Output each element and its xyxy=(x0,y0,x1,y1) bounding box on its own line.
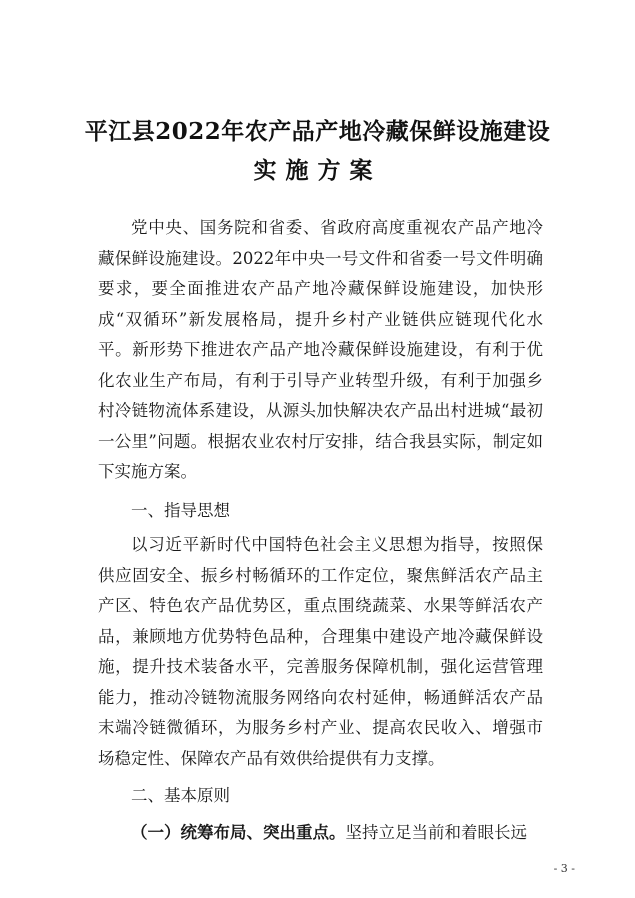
section-1-heading: 一、指导思想 xyxy=(131,501,230,520)
intro-paragraph: 党中央、国务院和省委、省政府高度重视农产品产地冷藏保鲜设施建设。2022年中央一号文件和省委一号文件明确要求，要全面推进农产品产地冷藏保鲜设施建设，加快形成“双循环”新发展格局，提升乡村产业链供应链现代化水平。新形势下推进农产品产地冷藏保鲜设施建设，有利于优化农业生产布局，有利于引导产业转型升级，有利于加强乡村冷链物流体系建设，从源头加快解决农产品出村进城“最初一公里”问题。根据农业农村厅安排，结合我县实际，制定如下实施方案。 xyxy=(98,218,543,481)
subsection-1-text: 坚持立足当前和着眼长远 xyxy=(345,823,527,842)
page-number: - 3 - xyxy=(553,862,575,875)
section-1-paragraph: 以习近平新时代中国特色社会主义思想为指导，按照保供应固安全、振乡村畅循环的工作定位，聚焦鲜活农产品主产区、特色农产品优势区，重点围绕蔬菜、水果等鲜活农产品，兼顾地方优势特色品种，合理集中建设产地冷藏保鲜设施，提升技术装备水平，完善服务保障机制，强化运营管理能力，推动冷链物流服务网络向农村延伸，畅通鲜活农产品末端冷链微循环，为服务乡村产业、提高农民收入、增强市场稳定性、保障农产品有效供给提供有力支撑。 xyxy=(98,535,543,768)
document-title-line-2: 实施方案 xyxy=(253,157,382,184)
intro-paragraph-block xyxy=(98,213,543,488)
section-2-heading: 二、基本原则 xyxy=(131,786,230,805)
subsection-1-title: （一）统筹布局、突出重点。 xyxy=(131,823,346,842)
document-title-line-1: 平江县2022年农产品产地冷藏保鲜设施建设 xyxy=(84,118,551,145)
subsection-1-line xyxy=(98,819,543,843)
section-1-body-block xyxy=(98,530,543,774)
